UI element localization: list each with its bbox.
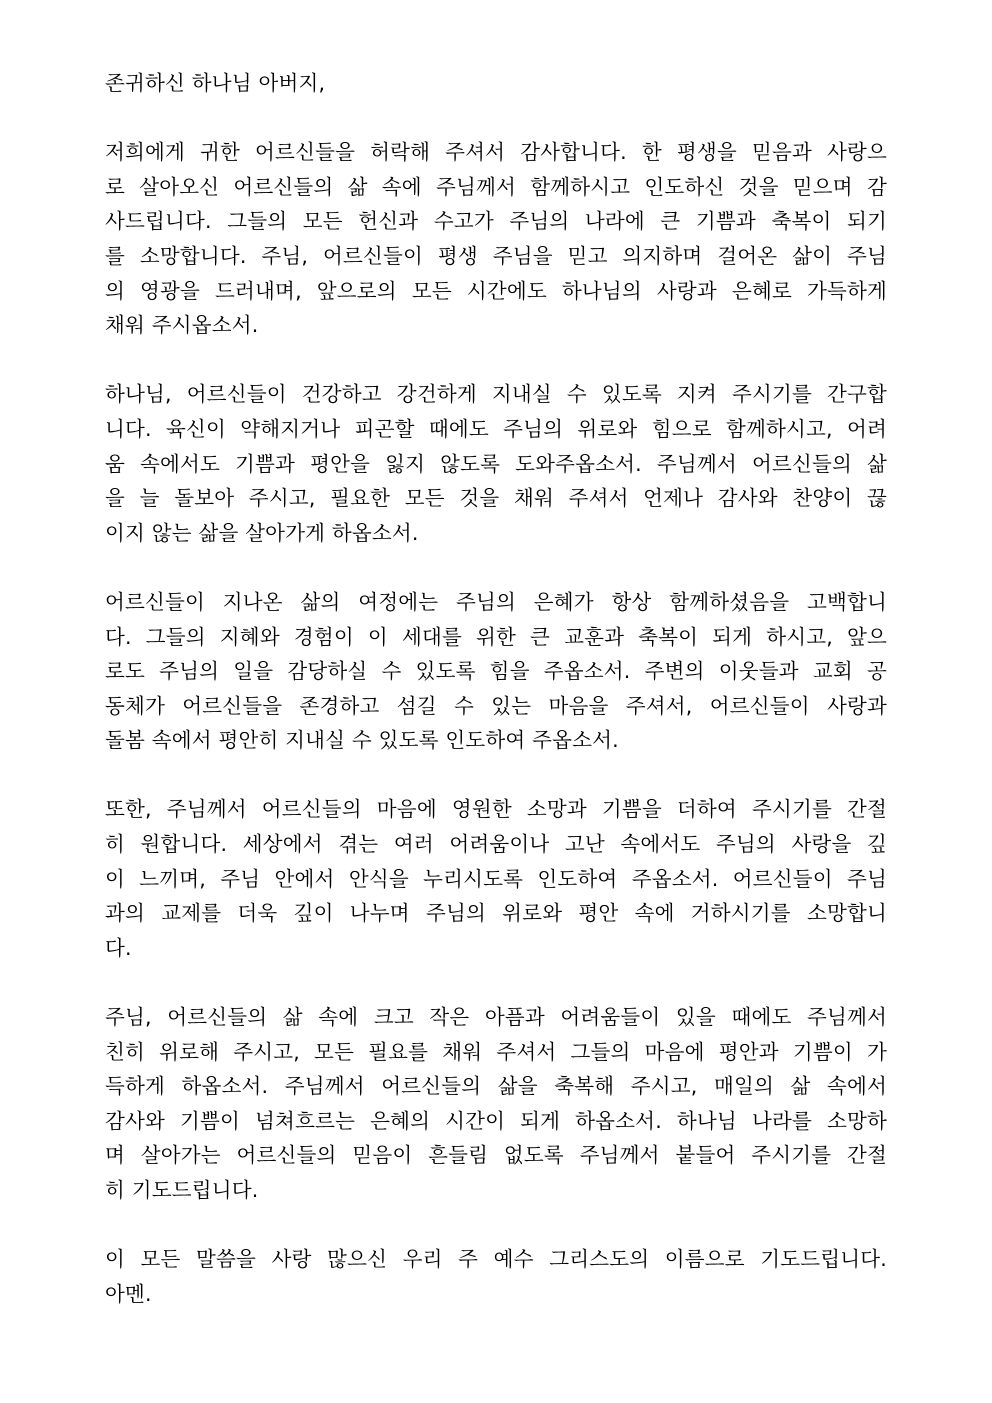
paragraph-line: 채워 주시옵소서. bbox=[105, 313, 259, 338]
prayer-document bbox=[105, 66, 887, 1311]
paragraph-line: 로도 주님의 일을 감당하실 수 있도록 힘을 주옵소서. 주변의 이웃들과 교회 공 bbox=[105, 659, 887, 684]
paragraph-line: 히 기도드립니다. bbox=[105, 1178, 259, 1202]
paragraph-spacer bbox=[105, 965, 887, 1000]
paragraph-line: 저희에게 귀한 어르신들을 허락해 주셔서 감사합니다. 한 평생을 믿음과 사랑으 bbox=[105, 140, 887, 165]
paragraph-3 bbox=[105, 585, 887, 758]
paragraph-line: 돌봄 속에서 평안히 지내실 수 있도록 인도하여 주옵소서. bbox=[105, 728, 619, 753]
paragraph-line: 어르신들이 지나온 삶의 여정에는 주님의 은혜가 항상 함께하셨음을 고백합니 bbox=[105, 589, 887, 614]
paragraph-line: 이 느끼며, 주님 안에서 안식을 누리시도록 인도하여 주옵소서. 어르신들이 주님 bbox=[105, 866, 887, 891]
closing-paragraph bbox=[105, 1242, 887, 1311]
paragraph-1 bbox=[105, 135, 887, 343]
paragraph-line: 며 살아가는 어르신들의 믿음이 흔들림 없도록 주님께서 붙들어 주시기를 간절 bbox=[105, 1143, 887, 1168]
paragraph-line: 니다. 육신이 약해지거나 피곤할 때에도 주님의 위로와 힘으로 함께하시고, 어려 bbox=[105, 416, 887, 441]
paragraph-line: 동체가 어르신들을 존경하고 섬길 수 있는 마음을 주셔서, 어르신들이 사랑과 bbox=[105, 693, 887, 718]
paragraph-line: 히 원합니다. 세상에서 겪는 여러 어려움이나 고난 속에서도 주님의 사랑을 깊 bbox=[105, 832, 887, 857]
paragraph-spacer bbox=[105, 1208, 887, 1243]
paragraph-spacer bbox=[105, 758, 887, 793]
paragraph-line: 친히 위로해 주시고, 모든 필요를 채워 주셔서 그들의 마음에 평안과 기쁨이 가 bbox=[105, 1039, 887, 1064]
paragraph-line: 을 늘 돌보아 주시고, 필요한 모든 것을 채워 주셔서 언제나 감사와 찬양이 끊 bbox=[105, 486, 887, 511]
paragraph-line: 하나님, 어르신들이 건강하고 강건하게 지내실 수 있도록 지켜 주시기를 간구합 bbox=[105, 382, 887, 407]
amen-line: 아멘. bbox=[105, 1281, 152, 1306]
paragraph-line: 사드립니다. 그들의 모든 헌신과 수고가 주님의 나라에 큰 기쁨과 축복이 되기 bbox=[105, 209, 887, 234]
paragraph-line: 다. bbox=[105, 935, 132, 960]
paragraph-line: 이 모든 말씀을 사랑 많으신 우리 주 예수 그리스도의 이름으로 기도드립니다. bbox=[105, 1247, 887, 1272]
paragraph-line: 과의 교제를 더욱 깊이 나누며 주님의 위로와 평안 속에 거하시기를 소망합니 bbox=[105, 901, 887, 926]
greeting: 존귀하신 하나님 아버지, bbox=[105, 71, 326, 95]
paragraph-line: 를 소망합니다. 주님, 어르신들이 평생 주님을 믿고 의지하며 걸어온 삶이 주님 bbox=[105, 243, 887, 268]
paragraph-line: 로 살아오신 어르신들의 삶 속에 주님께서 함께하시고 인도하신 것을 믿으며 감 bbox=[105, 174, 887, 199]
paragraph-line: 감사와 기쁨이 넘쳐흐르는 은혜의 시간이 되게 하옵소서. 하나님 나라를 소망하 bbox=[105, 1108, 887, 1133]
paragraph-spacer bbox=[105, 343, 887, 378]
paragraph-line: 의 영광을 드러내며, 앞으로의 모든 시간에도 하나님의 사랑과 은혜로 가득하게 bbox=[105, 278, 887, 303]
paragraph-line: 주님, 어르신들의 삶 속에 크고 작은 아픔과 어려움들이 있을 때에도 주님께서 bbox=[105, 1005, 887, 1030]
paragraph-2 bbox=[105, 377, 887, 550]
paragraph-spacer bbox=[105, 101, 887, 136]
paragraph-5 bbox=[105, 1000, 887, 1208]
paragraph-line: 또한, 주님께서 어르신들의 마음에 영원한 소망과 기쁨을 더하여 주시기를 간절 bbox=[105, 797, 887, 822]
paragraph-4 bbox=[105, 792, 887, 965]
paragraph-line: 득하게 하옵소서. 주님께서 어르신들의 삶을 축복해 주시고, 매일의 삶 속에서 bbox=[105, 1074, 887, 1099]
paragraph-line: 이지 않는 삶을 살아가게 하옵소서. bbox=[105, 520, 419, 545]
paragraph-spacer bbox=[105, 550, 887, 585]
paragraph-line: 다. 그들의 지혜와 경험이 이 세대를 위한 큰 교훈과 축복이 되게 하시고, 앞으 bbox=[105, 624, 887, 649]
paragraph-line: 움 속에서도 기쁨과 평안을 잃지 않도록 도와주옵소서. 주님께서 어르신들의 삶 bbox=[105, 451, 887, 476]
